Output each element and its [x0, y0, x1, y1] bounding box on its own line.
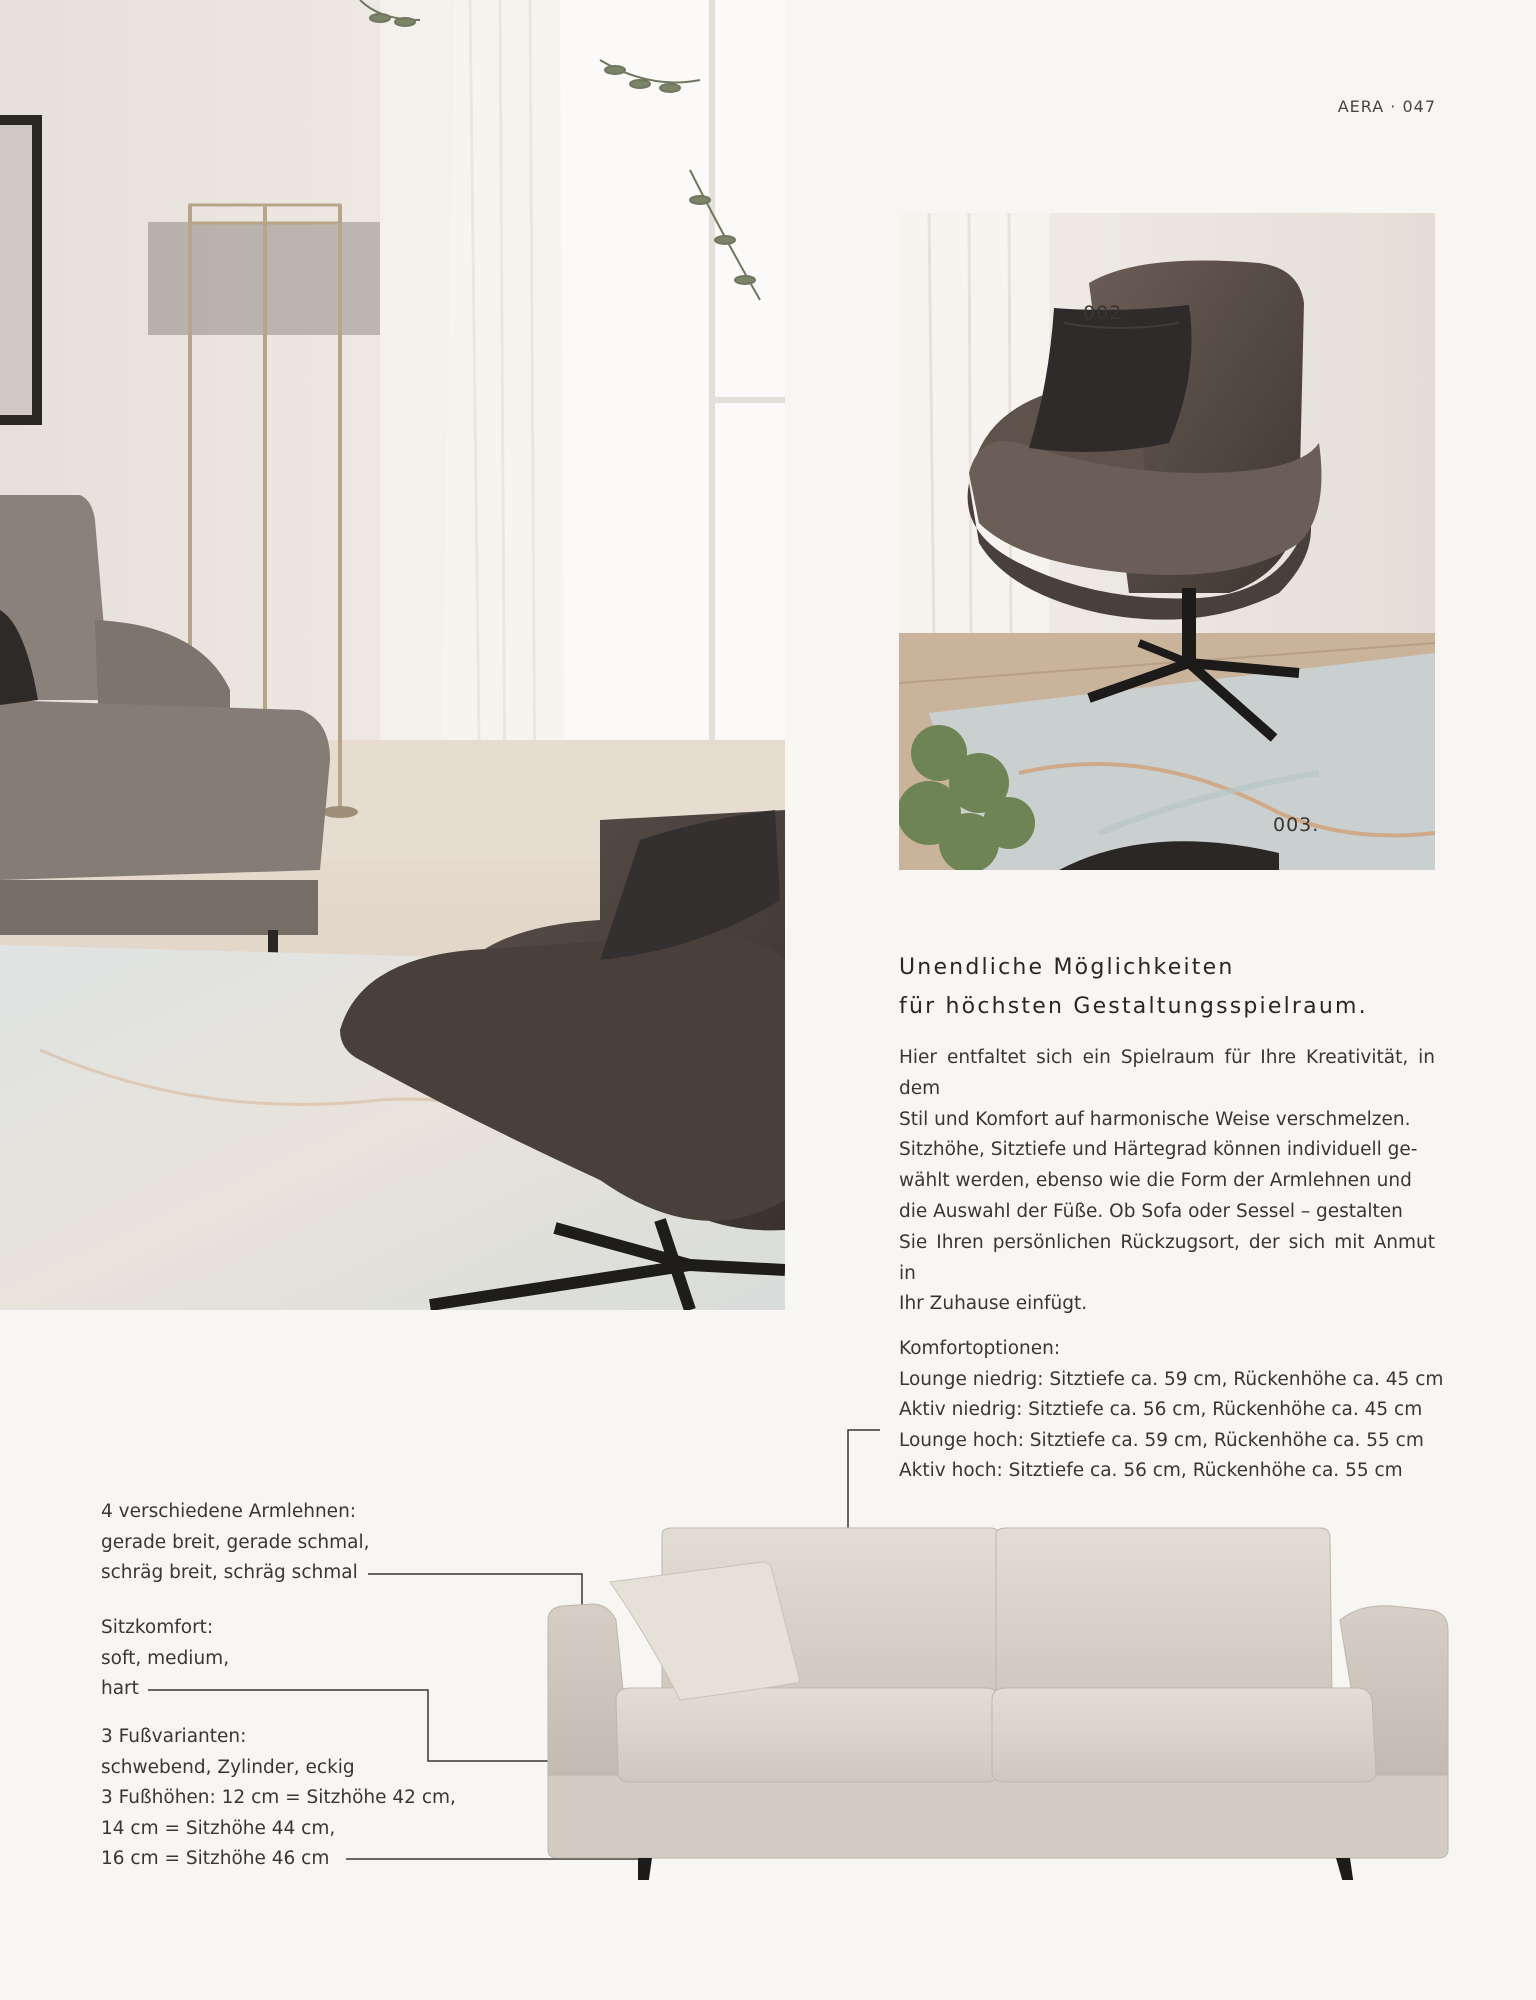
comfort-item: Aktiv hoch: Sitztiefe ca. 56 cm, Rückenhöhe ca. 55 cm: [899, 1460, 1403, 1482]
body-line: Sitzhöhe, Sitztiefe und Härtegrad können individuell ge-: [899, 1139, 1418, 1161]
comfort-item: Aktiv niedrig: Sitztiefe ca. 56 cm, Rückenhöhe ca. 45 cm: [899, 1399, 1423, 1421]
headline-line-1: Unendliche Möglichkeiten: [899, 955, 1235, 980]
feet-line: 16 cm = Sitzhöhe 46 cm: [101, 1848, 330, 1870]
sofa-leg-left: [638, 1858, 652, 1880]
photo-label-rug: 003.: [1273, 814, 1320, 836]
feet-line: 3 Fußhöhen: 12 cm = Sitzhöhe 42 cm,: [101, 1787, 456, 1809]
armrest-heading: 4 verschiedene Armlehnen:: [101, 1501, 357, 1522]
comfort-item: Lounge niedrig: Sitztiefe ca. 59 cm, Rückenhöhe ca. 45 cm: [899, 1368, 1444, 1390]
feet-line: schwebend, Zylinder, eckig: [101, 1756, 355, 1778]
body-line: Sie Ihren persönlichen Rückzugsort, der sich mit Anmut in: [899, 1231, 1435, 1284]
body-line: Hier entfaltet sich ein Spielraum für Ihre Kreativität, in dem: [899, 1047, 1435, 1099]
photo-label-chair: 002.: [1083, 302, 1130, 324]
sofa-image: [530, 1520, 1450, 1880]
sofa-leg-right: [1336, 1858, 1356, 1880]
body-line: Ihr Zuhause einfügt.: [899, 1293, 1088, 1315]
seat-comfort-heading: Sitzkomfort:: [101, 1617, 214, 1638]
feet-line: 14 cm = Sitzhöhe 44 cm,: [101, 1817, 336, 1839]
seat-comfort-line: hart: [101, 1678, 139, 1700]
body-line: Stil und Komfort auf harmonische Weise verschmelzen.: [899, 1108, 1411, 1130]
comfort-item: Lounge hoch: Sitztiefe ca. 59 cm, Rückenhöhe ca. 55 cm: [899, 1429, 1424, 1451]
feet-heading: 3 Fußvarianten:: [101, 1726, 247, 1747]
armrest-line: schräg breit, schräg schmal: [101, 1562, 358, 1584]
fabric-sofa-illustration: [530, 1520, 1450, 1880]
body-line: die Auswahl der Füße. Ob Sofa oder Sessel – gestalten: [899, 1200, 1403, 1222]
headline-line-2: für höchsten Gestaltungsspielraum.: [899, 994, 1368, 1019]
body-line: wählt werden, ebenso wie die Form der Armlehnen und: [899, 1170, 1412, 1192]
page-reference: AERA · 047: [1337, 97, 1436, 116]
armrest-line: gerade breit, gerade schmal,: [101, 1531, 370, 1553]
comfort-heading: Komfortoptionen:: [899, 1338, 1061, 1359]
seat-comfort-line: soft, medium,: [101, 1647, 230, 1669]
